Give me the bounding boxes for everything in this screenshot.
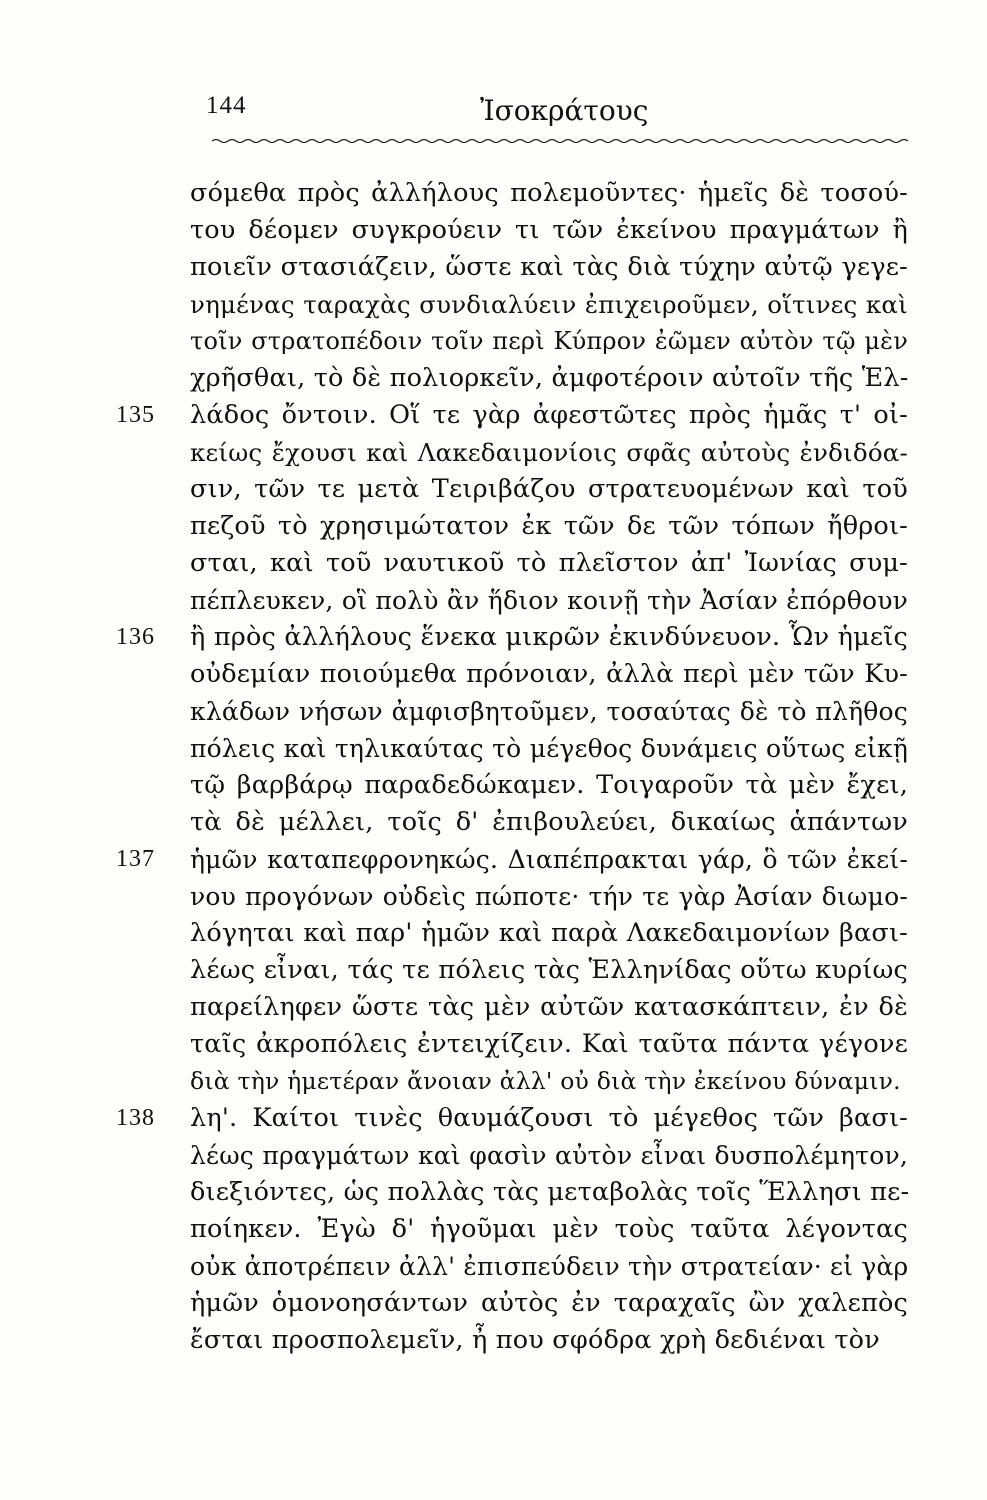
line-text: του δέομεν συγκρούειν τι τῶν ἐκείνου πραγμάτων ἢ (190, 215, 908, 245)
text-line (0, 952, 987, 989)
line-text: κλάδων νήσων ἀμφισβητοῦμεν, τοσαύτας δὲ τὸ πλῆθος (190, 697, 908, 726)
line-text: σόμεθα πρὸς ἀλλήλους πολεμοῦντες· ἡμεῖς δὲ τοσού- (190, 178, 908, 208)
text-line (0, 1322, 987, 1359)
text-line (0, 656, 987, 693)
text-line (0, 286, 987, 323)
text-line (0, 471, 987, 508)
text-line (0, 1026, 987, 1063)
line-text: τοῖν στρατοπέδοιν τοῖν περὶ Κύπρον ἐῶμεν αὐτὸν τῷ μὲν (190, 327, 908, 355)
text-line (0, 804, 987, 841)
text-line (0, 582, 987, 619)
line-text: λέως εἶναι, τάς τε πόλεις τὰς Ἑλληνίδας οὕτω κυρίως (190, 955, 908, 985)
line-text: ἢ πρὸς ἀλλήλους ἕνεκα μικρῶν ἐκινδύνευον. Ὧν ἡμεῖς (190, 622, 908, 652)
line-text: νημένας ταραχὰς συνδιαλύειν ἐπιχειροῦμεν, οἵτινες καὶ (190, 290, 908, 319)
text-line (0, 841, 987, 878)
section-number: 136 (116, 624, 155, 650)
page-number: 144 (206, 92, 247, 119)
header-rule (212, 138, 912, 144)
line-text: οὐδεμίαν ποιούμεθα πρόνοιαν, ἀλλὰ περὶ μὲν τῶν Κυ- (190, 659, 908, 689)
text-line (0, 360, 987, 397)
text-line (0, 397, 987, 434)
text-line (0, 1063, 987, 1100)
text-line (0, 878, 987, 915)
line-text: διεξιόντες, ὡς πολλὰς τὰς μεταβολὰς τοῖς Ἕλλησι πε- (190, 1177, 910, 1207)
line-text: διὰ τὴν ἡμετέραν ἄνοιαν ἀλλ' οὐ διὰ τὴν ἐκείνου δύναμιν. (190, 1067, 901, 1095)
line-text: παρείληφεν ὥστε τὰς μὲν αὐτῶν κατασκάπτειν, ἐν δὲ (190, 992, 908, 1022)
line-text: πόλεις καὶ τηλικαύτας τὸ μέγεθος δυνάμεις οὕτως εἰκῇ (190, 734, 908, 763)
running-title: Ἰσοκράτους (480, 94, 649, 127)
text-line (0, 249, 987, 286)
running-head (0, 92, 987, 132)
text-line (0, 693, 987, 730)
text-line (0, 323, 987, 360)
text-line (0, 434, 987, 471)
line-text: λέως πραγμάτων καὶ φασὶν αὐτὸν εἶναι δυσπολέμητον, (190, 1141, 908, 1170)
line-text: σται, καὶ τοῦ ναυτικοῦ τὸ πλεῖστον ἀπ' Ἰωνίας συμ- (190, 548, 908, 578)
line-text: ἡμῶν καταπεφρονηκώς. Διαπέπρακται γάρ, ὃ τῶν ἐκεί- (190, 845, 908, 874)
text-line (0, 508, 987, 545)
line-text: χρῆσθαι, τὸ δὲ πολιορκεῖν, ἀμφοτέροιν αὐτοῖν τῆς Ἑλ- (190, 363, 909, 393)
text-line (0, 619, 987, 656)
line-text: ταῖς ἀκροπόλεις ἐντειχίζειν. Καὶ ταῦτα πάντα γέγονε (190, 1029, 908, 1059)
text-line (0, 1211, 987, 1248)
text-line (0, 915, 987, 952)
section-number: 138 (116, 1105, 155, 1131)
text-line (0, 1174, 987, 1211)
line-text: κείως ἔχουσι καὶ Λακεδαιμονίοις σφᾶς αὐτοὺς ἐνδιδόα- (190, 438, 908, 467)
line-text: λάδος ὄντοιν. Οἵ τε γὰρ ἀφεστῶτες πρὸς ἡμᾶς τ' οἰ- (190, 400, 908, 430)
text-line (0, 545, 987, 582)
body-text (0, 175, 987, 1359)
line-text: λη'. Καίτοι τινὲς θαυμάζουσι τὸ μέγεθος τῶν βασι- (190, 1103, 908, 1133)
text-line (0, 1285, 987, 1322)
section-number: 137 (116, 846, 155, 872)
line-text: νου προγόνων οὐδεὶς πώποτε· τήν τε γὰρ Ἀσίαν διωμο- (190, 882, 908, 911)
text-line (0, 1248, 987, 1285)
line-text: ἡμῶν ὁμονοησάντων αὐτὸς ἐν ταραχαῖς ὢν χαλεπὸς (190, 1288, 908, 1318)
text-line (0, 730, 987, 767)
line-text: πέπλευκεν, οἳ πολὺ ἂν ἥδιον κοινῇ τὴν Ἀσίαν ἐπόρθουν (190, 586, 908, 615)
line-text: οὐκ ἀποτρέπειν ἀλλ' ἐπισπεύδειν τὴν στρατείαν· εἰ γὰρ (190, 1252, 909, 1281)
text-line (0, 767, 987, 804)
text-line (0, 212, 987, 249)
section-number: 135 (116, 402, 155, 428)
line-text: πεζοῦ τὸ χρησιμώτατον ἐκ τῶν δε τῶν τόπων ἤθροι- (190, 511, 908, 541)
text-line (0, 989, 987, 1026)
text-line (0, 1100, 987, 1137)
line-text: λόγηται καὶ παρ' ἡμῶν καὶ παρὰ Λακεδαιμονίων βασι- (190, 918, 908, 948)
line-text: σιν, τῶν τε μετὰ Τειριβάζου στρατευομένων καὶ τοῦ (190, 474, 908, 504)
line-text: ποιεῖν στασιάζειν, ὥστε καὶ τὰς διὰ τύχην αὐτῷ γεγε- (190, 252, 908, 282)
line-text: τῷ βαρβάρῳ παραδεδώκαμεν. Τοιγαροῦν τὰ μὲν ἔχει, (190, 770, 908, 800)
line-text: τὰ δὲ μέλλει, τοῖς δ' ἐπιβουλεύει, δικαίως ἁπάντων (190, 807, 908, 837)
text-line (0, 1137, 987, 1174)
text-line (0, 175, 987, 212)
line-text: ἔσται προσπολεμεῖν, ἦ που σφόδρα χρὴ δεδιέναι τὸν (190, 1325, 880, 1355)
line-text: ποίηκεν. Ἐγὼ δ' ἡγοῦμαι μὲν τοὺς ταῦτα λέγοντας (190, 1214, 908, 1244)
